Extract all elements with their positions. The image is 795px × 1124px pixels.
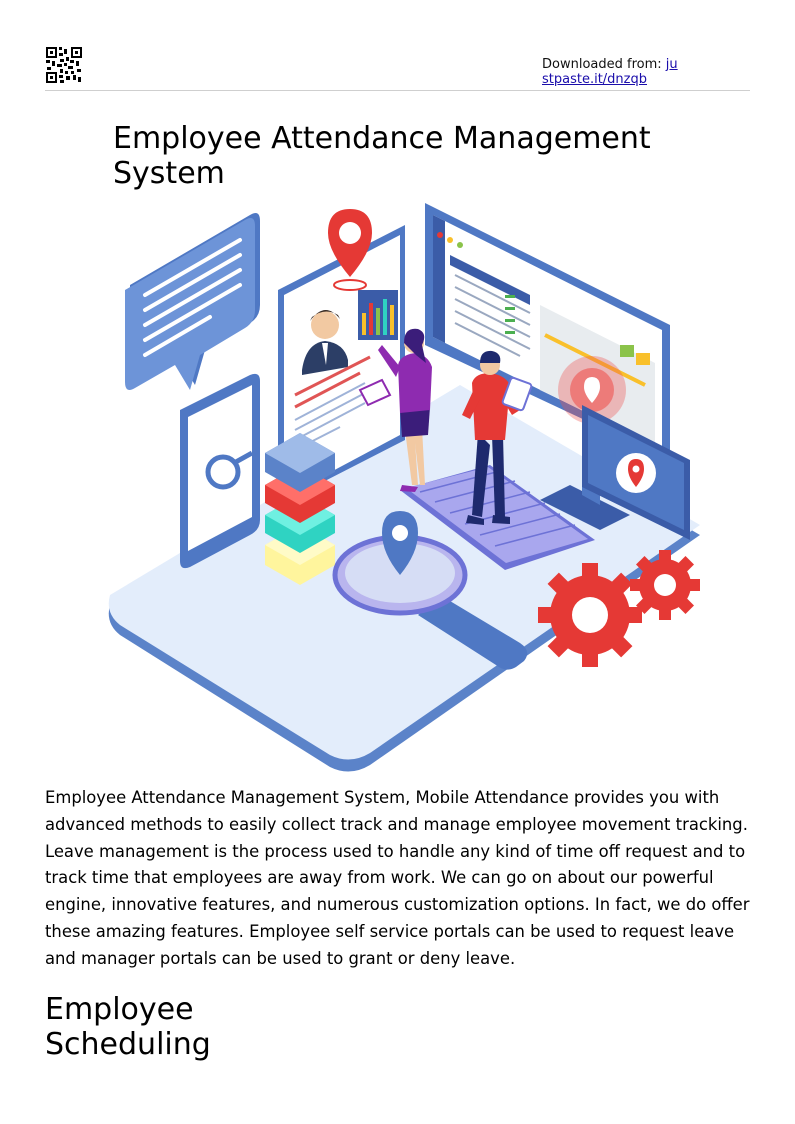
speech-bubble-icon [125,213,260,390]
attendance-illustration [100,195,710,775]
qr-code-icon [46,47,82,83]
download-source [542,57,682,87]
section-heading: Employee Scheduling [45,992,211,1062]
header-divider [45,90,750,91]
gear-icon [538,563,642,667]
download-prefix: Downloaded from: [542,57,666,72]
small-gear-icon [630,550,700,620]
page-title: Employee Attendance Management System [113,121,651,191]
download-link[interactable]: justpaste.it/dnzqb [542,57,678,87]
intro-paragraph: Employee Attendance Management System, Mobile Attendance provides you with advanced methods to easily collect track and manage employee movement tracking. Leave management is the process used to handle any kind of time off request and to track time that employees are away from work. We can go on about our powerful engine, innovative features, and numerous customization options. In fact, we do offer these amazing features. Employee self service portals can be used to request leave and manager portals can be used to grant or deny leave. [45,788,750,968]
stacked-blocks [265,433,335,585]
bar-chart-icon [358,290,398,340]
